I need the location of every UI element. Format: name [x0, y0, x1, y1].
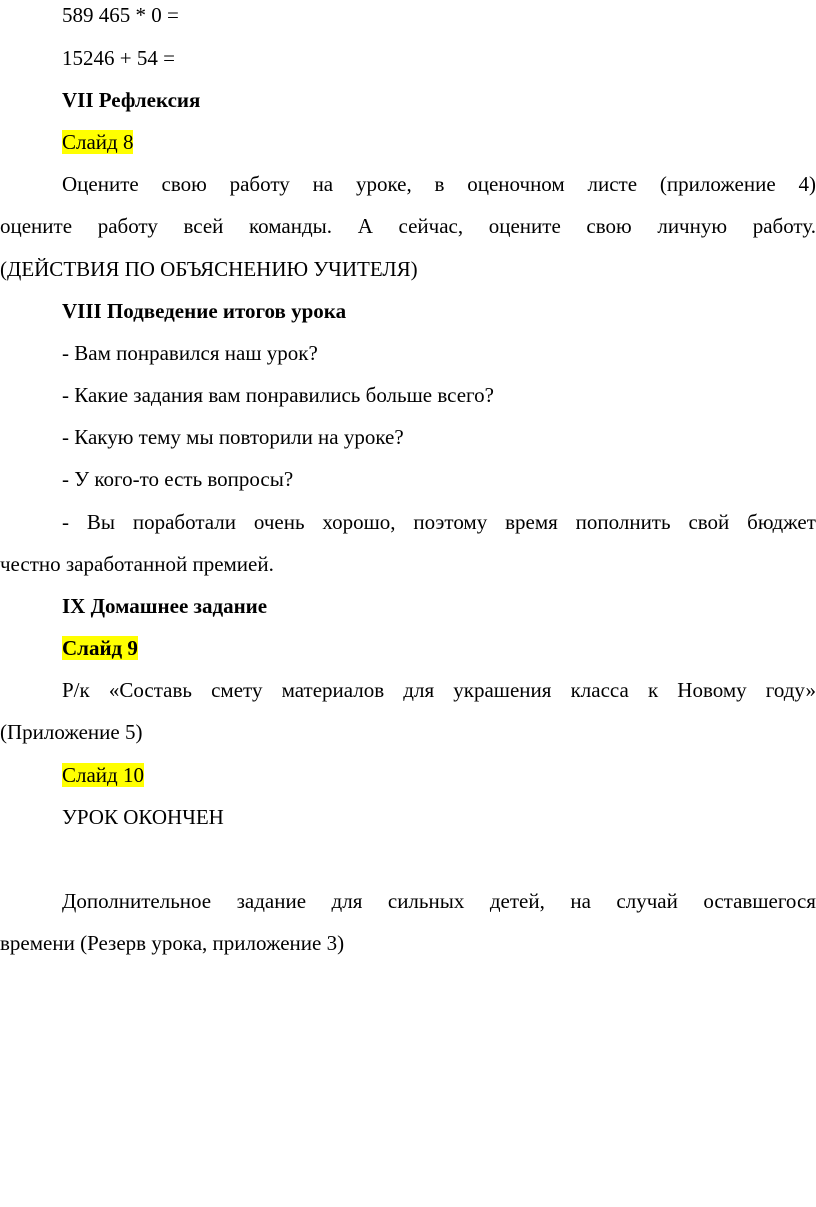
word: Оцените: [62, 172, 139, 196]
word: оставшегося: [703, 889, 816, 913]
word: для: [403, 678, 435, 702]
word: -: [62, 510, 69, 534]
word: Новому: [677, 678, 747, 702]
word: Дополнительное: [62, 889, 212, 913]
word: оцените: [0, 214, 73, 238]
word: случай: [616, 889, 678, 913]
word: оцените: [488, 214, 561, 238]
section-8-heading: VIII Подведение итогов урока: [62, 299, 347, 323]
paragraph-2-line-1: [62, 509, 816, 535]
word: (приложение: [659, 172, 776, 196]
word: смету: [211, 678, 263, 702]
word: поработали: [132, 510, 236, 534]
question-1: - Вам понравился наш урок?: [62, 341, 318, 365]
word: работу.: [752, 214, 816, 238]
paragraph-4-line-2: времени (Резерв урока, приложение 3): [0, 931, 345, 955]
word: всей: [183, 214, 224, 238]
word: в: [434, 172, 445, 196]
word: время: [505, 510, 558, 534]
word: очень: [253, 510, 305, 534]
equation-2: 15246 + 54 =: [62, 46, 175, 70]
slide-8-marker: [62, 129, 133, 155]
word: 4): [798, 172, 816, 196]
slide-10-label: Слайд 10: [62, 763, 144, 787]
word: хорошо,: [322, 510, 396, 534]
word: работу: [229, 172, 290, 196]
paragraph-1-line-2: [0, 213, 816, 239]
word: класса: [570, 678, 629, 702]
word: поэтому: [413, 510, 488, 534]
word: свою: [586, 214, 632, 238]
paragraph-2-line-2: честно заработанной премией.: [0, 552, 274, 576]
paragraph-3-line-2: (Приложение 5): [0, 720, 143, 744]
word: уроке,: [355, 172, 412, 196]
word: материалов: [281, 678, 385, 702]
section-7-heading: VII Рефлексия: [62, 88, 201, 112]
word: бюджет: [747, 510, 816, 534]
word: пополнить: [575, 510, 671, 534]
word: оценочном: [467, 172, 565, 196]
word: команды.: [249, 214, 333, 238]
word: украшения: [453, 678, 552, 702]
word: для: [331, 889, 363, 913]
question-2: - Какие задания вам понравились больше всего?: [62, 383, 494, 407]
lesson-end-text: УРОК ОКОНЧЕН: [62, 805, 224, 829]
word: А: [357, 214, 373, 238]
word: свой: [688, 510, 730, 534]
equation-1: 589 465 * 0 =: [62, 3, 179, 27]
paragraph-3-line-1: [62, 677, 816, 703]
paragraph-1-line-3: (ДЕЙСТВИЯ ПО ОБЪЯСНЕНИЮ УЧИТЕЛЯ): [0, 257, 418, 281]
word: на: [570, 889, 591, 913]
word: сейчас,: [398, 214, 464, 238]
question-4: - У кого-то есть вопросы?: [62, 467, 294, 491]
word: личную: [657, 214, 728, 238]
word: году»: [765, 678, 816, 702]
paragraph-1-line-1: [62, 171, 816, 197]
word: на: [312, 172, 334, 196]
word: Вы: [86, 510, 115, 534]
slide-8-label: Слайд 8: [62, 130, 134, 154]
paragraph-4-line-1: [62, 888, 816, 914]
word: детей,: [489, 889, 545, 913]
word: задание: [236, 889, 307, 913]
word: «Составь: [108, 678, 192, 702]
word: сильных: [387, 889, 465, 913]
slide-10-marker: [62, 762, 144, 788]
question-3: - Какую тему мы повторили на уроке?: [62, 425, 404, 449]
word: к: [647, 678, 659, 702]
word: Р/к: [62, 678, 90, 702]
slide-9-label: Слайд 9: [62, 636, 138, 660]
word: свою: [161, 172, 207, 196]
word: работу: [97, 214, 158, 238]
word: листе: [587, 172, 638, 196]
slide-9-marker: [62, 635, 138, 661]
section-9-heading: IX Домашнее задание: [62, 594, 268, 618]
